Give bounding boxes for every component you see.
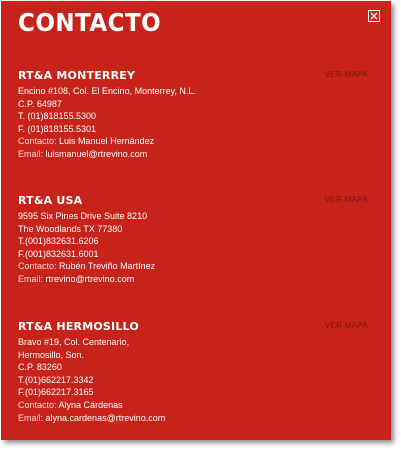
contact-panel (1, 1, 391, 440)
office-name: RT&A HERMOSILLO (18, 320, 139, 333)
office-name: RT&A USA (18, 194, 83, 207)
email-label: Email: (18, 148, 44, 159)
email-address[interactable]: luismanuel@rtrevino.com (45, 148, 148, 159)
contact-line (18, 399, 368, 412)
fax: F.(001)832631.6001 (18, 248, 99, 259)
office-details (18, 210, 368, 286)
phone: T.(001)832631.6206 (18, 236, 99, 247)
contact-label: Contacto: (18, 261, 57, 272)
fax: F.(01)662217.3165 (18, 387, 94, 398)
email-line (18, 273, 368, 286)
close-button[interactable] (368, 10, 380, 22)
office-hermosillo (18, 320, 368, 424)
city-line: Hermosillo, Son. (18, 349, 85, 360)
email-line (18, 412, 368, 425)
office-details (18, 336, 368, 424)
contact-name: Rubén Treviño Martínez (59, 261, 156, 272)
close-icon (370, 12, 378, 20)
address-line: Bravo #19, Col. Centenario, (18, 337, 130, 347)
contact-label: Contacto: (18, 136, 57, 147)
email-address[interactable]: alyna.cardenas@rtrevino.com (45, 412, 166, 423)
view-map-link[interactable]: VER MAPA (324, 70, 368, 79)
postal-code: C.P. 64987 (18, 98, 62, 109)
office-details (18, 85, 368, 161)
email-address[interactable]: rtrevino@rtrevino.com (45, 273, 135, 284)
view-map-link[interactable]: VER MAPA (324, 321, 368, 330)
postal-code: C.P. 83260 (18, 362, 62, 373)
address-line: 9595 Six Pines Drive Suite 8210 (18, 211, 148, 221)
phone: T.(01)662217.3342 (18, 374, 94, 385)
contact-name: Luis Manuel Hernández (59, 136, 155, 147)
office-name: RT&A MONTERREY (18, 69, 136, 82)
contact-line (18, 260, 368, 273)
city-line: The Woodlands TX 77380 (18, 223, 123, 234)
page-title: CONTACTO (18, 8, 162, 37)
contact-label: Contacto: (18, 399, 57, 410)
office-usa (18, 194, 368, 286)
contact-line (18, 135, 368, 148)
view-map-link[interactable]: VER MAPA (324, 195, 368, 204)
fax: F. (01)818155.5301 (18, 123, 97, 134)
email-label: Email: (18, 412, 44, 423)
phone: T. (01)818155.5300 (18, 111, 97, 122)
office-monterrey (18, 69, 368, 161)
address-line: Encino #108, Col. El Encino, Monterrey, N.L. (18, 86, 196, 96)
email-label: Email: (18, 273, 44, 284)
email-line (18, 148, 368, 161)
contact-name: Alyna Cárdenas (58, 399, 123, 410)
